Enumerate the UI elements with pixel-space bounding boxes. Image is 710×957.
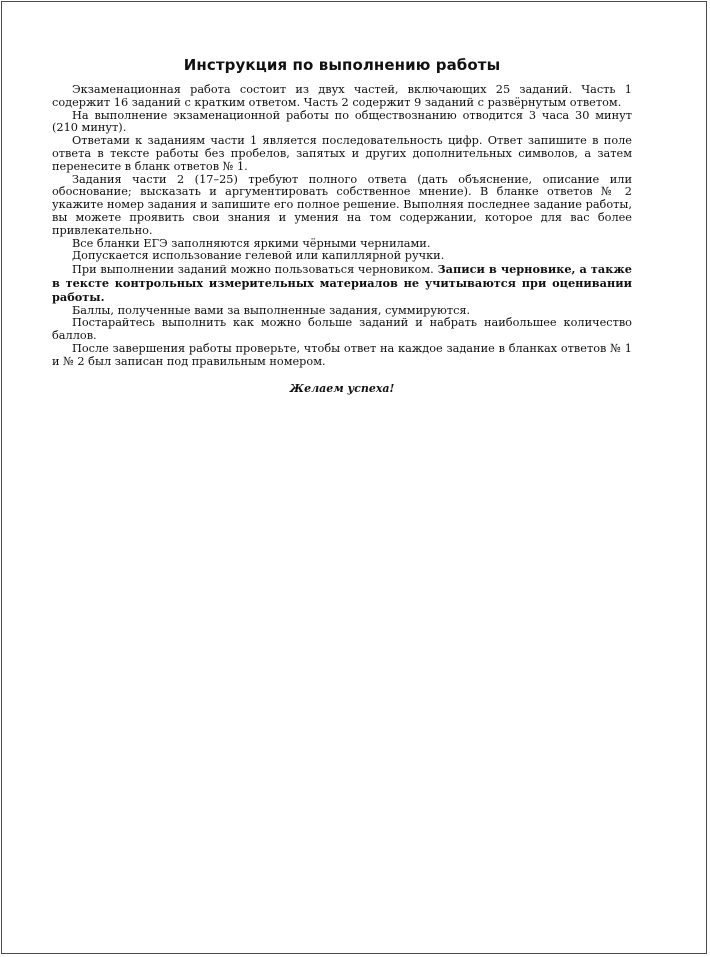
paragraph-time-text: На выполнение экзаменационной работы по обществознанию отводится 3 часа 30 минут (210 минут). (52, 108, 632, 135)
paragraph-draft-bold-text: Записи в черновике, а также в тексте контрольных измерительных материалов не учитываются при оценивании работы. (52, 262, 632, 304)
paragraph-part2-tasks-text: Задания части 2 (17–25) требуют полного ответа (дать объяснение, описание или обоснование; высказать и аргументировать собственное мнение). В бланке ответов № 2 укажите номер задания и запишите его полное решение. Выполняя последнее задание работы, вы можете проявить свои знания и умения на том содержании, которое для вас более привлекательно. (52, 172, 632, 237)
page-title: Инструкция по выполнению работы (183, 56, 501, 74)
paragraph-scores-text: Баллы, полученные вами за выполненные задания, суммируются. (72, 303, 471, 317)
paragraph-draft (52, 263, 632, 304)
paragraph-time (52, 110, 632, 136)
paragraph-structure (52, 84, 632, 110)
paragraph-effort-text: Постарайтесь выполнить как можно больше заданий и набрать наибольшее количество баллов. (52, 316, 632, 343)
paragraph-part1-answers (52, 135, 632, 173)
paragraph-check (52, 343, 632, 369)
paragraph-pen-text: Допускается использование гелевой или капиллярной ручки. (72, 249, 445, 263)
paragraph-structure-text: Экзаменационная работа состоит из двух частей, включающих 25 заданий. Часть 1 содержит 16 заданий с кратким ответом. Часть 2 содержит 9 заданий с развёрнутым ответом. (52, 83, 632, 109)
paragraph-part1-answers-text: Ответами к заданиям части 1 является последовательность цифр. Ответ запишите в поле ответа в тексте работы без пробелов, запятых и других дополнительных символов, а затем перенесите в бланк ответов № 1. (52, 134, 632, 173)
paragraph-draft-text: При выполнении заданий можно пользоваться черновиком. (72, 263, 434, 277)
paragraph-ink-text: Все бланки ЕГЭ заполняются яркими чёрными чернилами. (72, 236, 431, 250)
instructions-content (52, 56, 632, 395)
paragraph-part2-tasks (52, 174, 632, 238)
closing-wish: Желаем успеха! (289, 381, 395, 395)
paragraph-check-text: После завершения работы проверьте, чтобы ответ на каждое задание в бланках ответов № 1 и № 2 был записан под правильным номером. (52, 341, 632, 368)
document-page (1, 1, 707, 954)
paragraph-effort (52, 317, 632, 343)
